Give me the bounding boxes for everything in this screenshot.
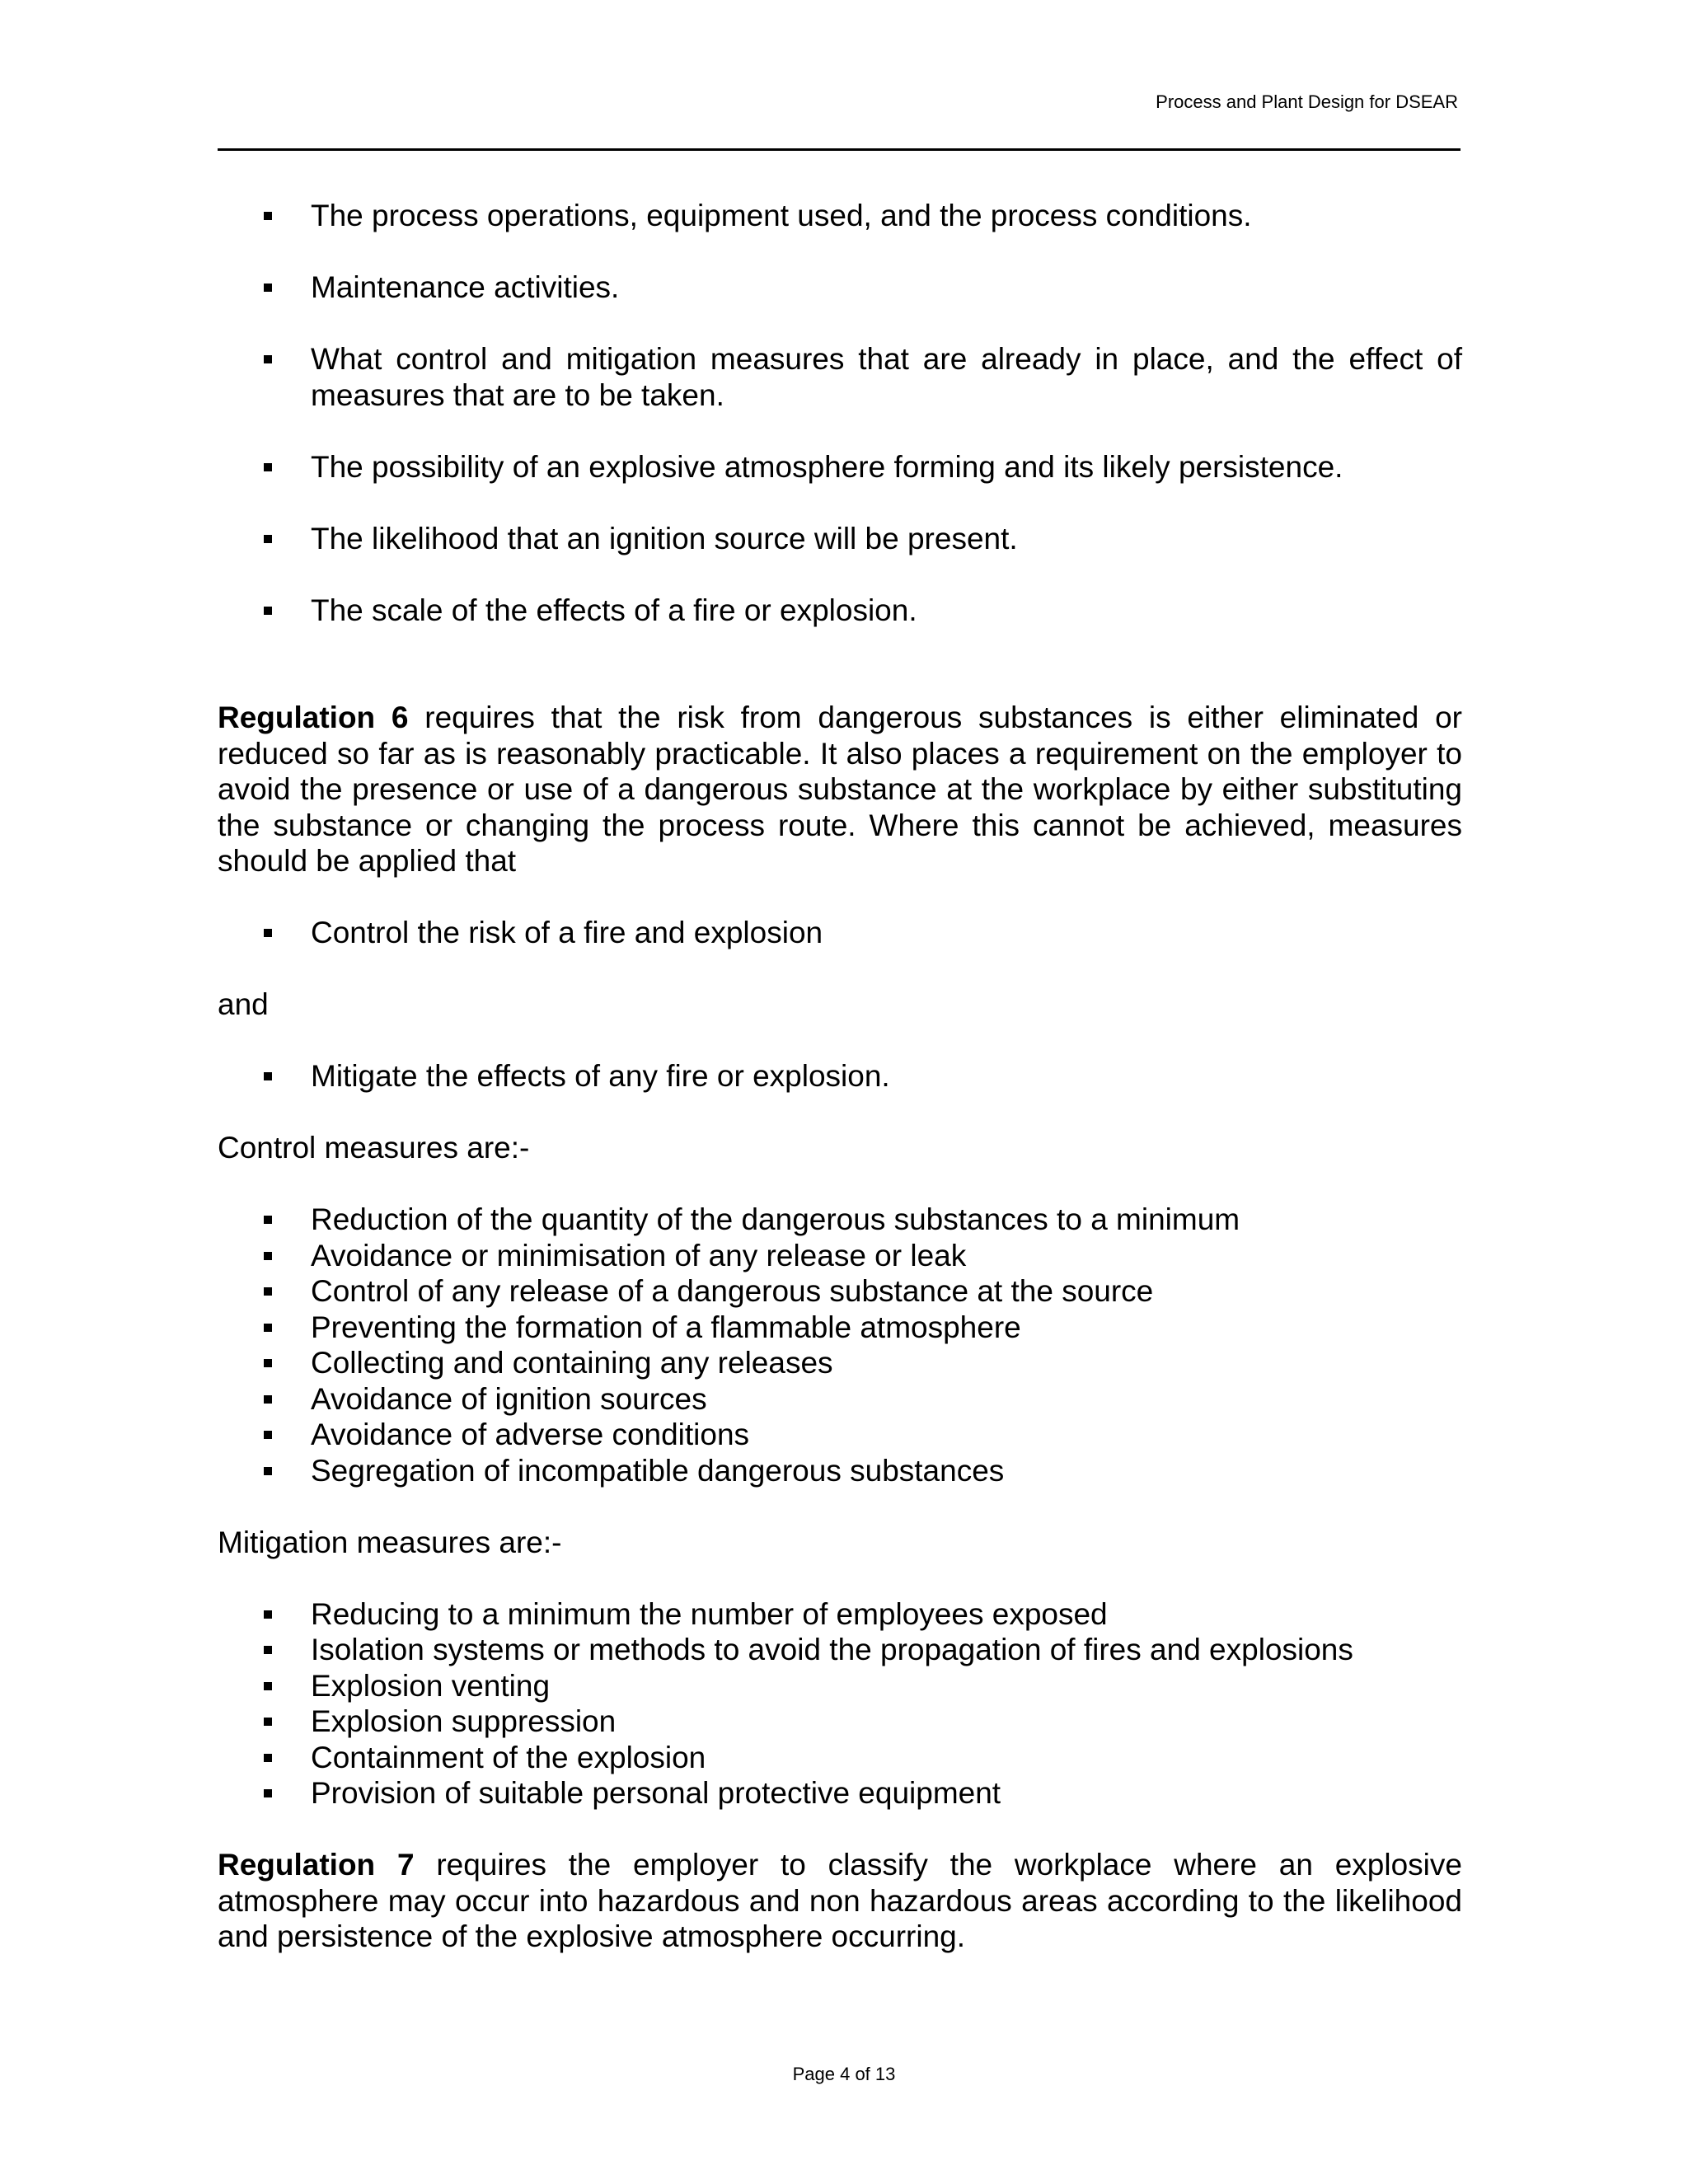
list-item-text: Control of any release of a dangerous substance at the source <box>311 1274 1154 1308</box>
square-bullet-icon <box>264 1610 272 1619</box>
square-bullet-icon <box>264 607 272 615</box>
list-item <box>218 1632 1462 1668</box>
square-bullet-icon <box>264 1216 272 1224</box>
spacer <box>218 1811 1462 1848</box>
regulation-7-text: requires the employer to classify the workplace where an explosive atmosphere may occur into hazardous and non hazardous areas according to the likelihood and persistence of the explosive atmosphere occurring. <box>218 1848 1462 1953</box>
list-item-text: Collecting and containing any releases <box>311 1346 833 1380</box>
square-bullet-icon <box>264 1789 272 1797</box>
list-item <box>218 1381 1462 1418</box>
list-item-text: Reducing to a minimum the number of employees exposed <box>311 1596 1108 1631</box>
list-item <box>218 1417 1462 1453</box>
and-text: and <box>218 987 269 1021</box>
list-item-text: Avoidance of ignition sources <box>311 1381 707 1416</box>
mitigation-measures-heading: Mitigation measures are:- <box>218 1525 562 1559</box>
square-bullet-icon <box>264 284 272 292</box>
list-item-text: Mitigate the effects of any fire or explosion. <box>311 1059 890 1093</box>
intro-bullet-list <box>218 198 1462 628</box>
list-item-text: Explosion suppression <box>311 1704 617 1738</box>
regulation-6-paragraph <box>218 700 1462 879</box>
list-item-text: Avoidance or minimisation of any release or leak <box>311 1238 967 1272</box>
list-item <box>218 1345 1462 1381</box>
spacer <box>218 1560 1462 1596</box>
spacer <box>218 1094 1462 1131</box>
mitigate-bullet-list <box>218 1058 1462 1094</box>
square-bullet-icon <box>264 1754 272 1762</box>
list-item <box>218 1202 1462 1238</box>
square-bullet-icon <box>264 212 272 220</box>
control-risk-bullet-list <box>218 915 1462 951</box>
list-item-text: What control and mitigation measures that are already in place, and the effect of measures that are to be taken. <box>311 342 1462 412</box>
list-item <box>218 1668 1462 1704</box>
square-bullet-icon <box>264 1467 272 1475</box>
list-item <box>218 449 1462 485</box>
running-header: Process and Plant Design for DSEAR <box>1156 91 1458 112</box>
list-item-text: Provision of suitable personal protective equipment <box>311 1776 1001 1810</box>
square-bullet-icon <box>264 1646 272 1654</box>
list-item-text: Preventing the formation of a flammable atmosphere <box>311 1310 1021 1344</box>
list-item <box>218 1596 1462 1633</box>
control-measures-heading: Control measures are:- <box>218 1131 530 1165</box>
square-bullet-icon <box>264 929 272 937</box>
spacer <box>218 1488 1462 1525</box>
mitigation-measures-list <box>218 1596 1462 1811</box>
page-body <box>218 198 1462 1955</box>
regulation-7-paragraph <box>218 1847 1462 1955</box>
list-item-text: Segregation of incompatible dangerous substances <box>311 1453 1005 1488</box>
header-rule <box>218 148 1461 151</box>
square-bullet-icon <box>264 1718 272 1726</box>
list-item-text: Maintenance activities. <box>311 270 620 304</box>
list-item <box>218 269 1462 306</box>
list-item <box>218 1704 1462 1740</box>
square-bullet-icon <box>264 1287 272 1296</box>
list-item <box>218 1775 1462 1811</box>
list-item <box>218 521 1462 557</box>
list-item-text: Isolation systems or methods to avoid the propagation of fires and explosions <box>311 1633 1353 1666</box>
spacer <box>218 951 1462 987</box>
square-bullet-icon <box>264 1072 272 1080</box>
regulation-6-text: requires that the risk from dangerous substances is either eliminated or reduced so far as is reasonably practicable. It also places a requirement on the employer to avoid the presence or use of a dangerous substance at the workplace by either substituting the substance or changing the process route. Where this cannot be achieved, measures should be applied that <box>218 701 1462 878</box>
list-item-text: The possibility of an explosive atmosphere forming and its likely persistence. <box>311 449 1343 484</box>
spacer <box>218 879 1462 916</box>
spacer <box>218 628 1462 700</box>
spacer <box>218 1023 1462 1059</box>
list-item <box>218 1273 1462 1310</box>
list-item <box>218 1453 1462 1489</box>
list-item <box>218 341 1462 413</box>
square-bullet-icon <box>264 1252 272 1260</box>
list-item-text: Reduction of the quantity of the dangerous substances to a minimum <box>311 1202 1240 1236</box>
square-bullet-icon <box>264 535 272 543</box>
regulation-7-label: Regulation 7 <box>218 1848 415 1882</box>
list-item <box>218 1058 1462 1094</box>
page-number: Page 4 of 13 <box>792 2064 896 2084</box>
square-bullet-icon <box>264 1324 272 1332</box>
spacer <box>218 1166 1462 1202</box>
list-item <box>218 1238 1462 1274</box>
list-item-text: The scale of the effects of a fire or explosion. <box>311 593 917 627</box>
square-bullet-icon <box>264 355 272 363</box>
list-item <box>218 915 1462 951</box>
regulation-6-label: Regulation 6 <box>218 701 409 734</box>
list-item-text: Explosion venting <box>311 1668 551 1703</box>
list-item <box>218 1310 1462 1346</box>
list-item-text: Avoidance of adverse conditions <box>311 1418 750 1451</box>
square-bullet-icon <box>264 463 272 471</box>
list-item-text: The likelihood that an ignition source will be present. <box>311 521 1018 555</box>
list-item-text: Control the risk of a fire and explosion <box>311 916 823 949</box>
control-measures-list <box>218 1202 1462 1488</box>
list-item <box>218 198 1462 234</box>
square-bullet-icon <box>264 1431 272 1439</box>
list-item-text: Containment of the explosion <box>311 1740 706 1774</box>
square-bullet-icon <box>264 1682 272 1690</box>
square-bullet-icon <box>264 1395 272 1404</box>
list-item <box>218 1740 1462 1776</box>
list-item <box>218 593 1462 629</box>
square-bullet-icon <box>264 1359 272 1367</box>
list-item-text: The process operations, equipment used, and the process conditions. <box>311 199 1252 232</box>
